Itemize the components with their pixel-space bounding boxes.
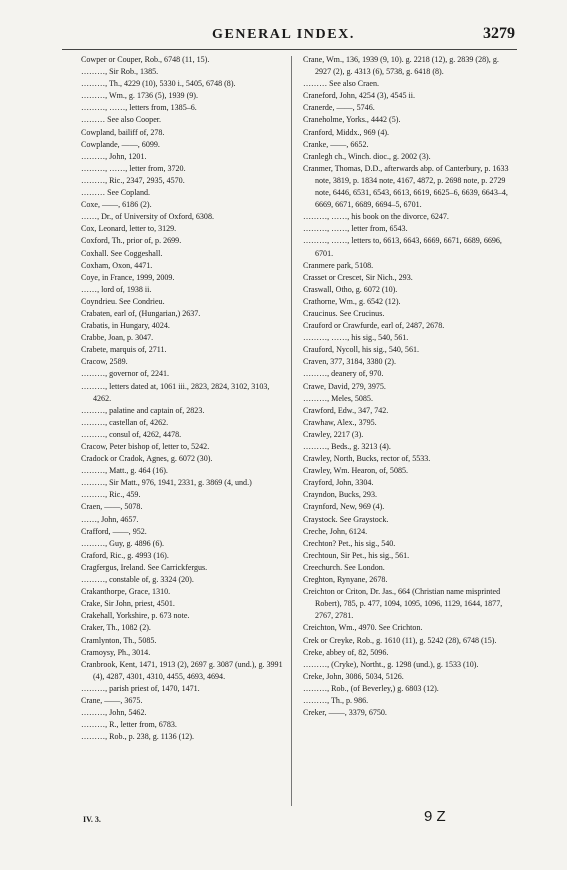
index-entry: Crechton? Pet., his sig., 540. — [303, 538, 396, 548]
index-entry: ………, Sir Matt., 976, 1941, 2331, g. 3869 (4, und.) — [81, 478, 252, 488]
index-entry: ………, Matt., g. 464 (16). — [81, 466, 168, 476]
header-rule — [62, 49, 517, 50]
index-entry: Coyndrieu. See Condrieu. — [81, 296, 165, 306]
index-entry: Crafford, ——, 952. — [81, 526, 147, 536]
index-entry: ………, Guy, g. 4896 (6). — [81, 538, 165, 548]
index-entry: ………, John, 1201. — [81, 151, 147, 161]
index-entry: Cox, Leonard, letter to, 3129. — [81, 224, 177, 234]
index-entry: ………, governor of, 2241. — [81, 369, 170, 379]
index-entry: Coxe, ——, 6186 (2). — [81, 200, 152, 210]
index-entry: ………, Rob., p. 238, g. 1136 (12). — [81, 732, 195, 742]
index-entry: Crakehall, Yorkshire, p. 673 note. — [81, 611, 190, 621]
index-entry: Crasset or Crescet, Sir Nich., 293. — [303, 272, 413, 282]
index-entry: Creichton, Wm., 4970. See Crichton. — [303, 623, 423, 633]
column-divider — [291, 56, 292, 806]
index-entry: Crayford, John, 3304. — [303, 478, 374, 488]
index-entry: ………, ……, his sig., 540, 561. — [303, 333, 409, 343]
running-title: GENERAL INDEX. — [212, 27, 355, 42]
right-index-column — [303, 54, 513, 719]
index-entry: ………, letters dated at, 1061 iii., 2823, 2824, 3102, 3103, 4262. — [81, 381, 270, 403]
index-entry: Crake, Sir John, priest, 4501. — [81, 599, 175, 609]
index-entry: Cramoysy, Ph., 3014. — [81, 647, 151, 657]
index-entry: Craneford, John, 4254 (3), 4545 ii. — [303, 91, 415, 101]
index-entry: Cranford, Middx., 969 (4). — [303, 127, 390, 137]
index-entry: ……… See Copland. — [81, 188, 151, 198]
page-number: 3279 — [483, 25, 515, 42]
signature-mark-right: 9 Z — [424, 808, 446, 825]
index-entry: Crakanthorpe, Grace, 1310. — [81, 587, 171, 597]
index-entry: Coxham, Oxon, 4471. — [81, 260, 153, 270]
index-entry: Cranke, ——, 6652. — [303, 139, 369, 149]
index-entry: Craucinus. See Crucinus. — [303, 308, 385, 318]
index-entry: Crawford, Edw., 347, 742. — [303, 405, 389, 415]
index-entry: Cowpland, bailiff of, 278. — [81, 127, 165, 137]
index-entry: ………, constable of, g. 3324 (20). — [81, 575, 194, 585]
index-entry: Cowper or Couper, Rob., 6748 (11, 15). — [81, 55, 210, 64]
index-entry: Crawley, Wm. Hearon, of, 5085. — [303, 466, 409, 476]
index-entry: ……, Dr., of University of Oxford, 6308. — [81, 212, 214, 222]
index-entry: Crane, ——, 3675. — [81, 695, 143, 705]
index-entry: ………, castellan of, 4262. — [81, 417, 169, 427]
index-entry: ………, Th., 4229 (10), 5330 i., 5405, 6748 (8). — [81, 79, 236, 89]
index-entry: ………, deanery of, 970. — [303, 369, 384, 379]
index-entry: ………, Ric., 459. — [81, 490, 141, 500]
index-entry: Crathorne, Wm., g. 6542 (12). — [303, 296, 401, 306]
index-entry: Creghton, Rynyane, 2678. — [303, 575, 388, 585]
index-entry: Craswall, Otho, g. 6072 (10). — [303, 284, 398, 294]
index-entry: ……… See also Craen. — [303, 79, 379, 89]
index-entry: Cracow, Peter bishop of, letter to, 5242. — [81, 442, 210, 451]
index-entry: ………, palatine and captain of, 2823. — [81, 405, 205, 415]
index-entry: Crauford or Crawfurde, earl of, 2487, 2678. — [303, 321, 445, 331]
index-entry: ………, consul of, 4262, 4478. — [81, 429, 182, 439]
index-entry: Creke, John, 3086, 5034, 5126. — [303, 671, 404, 681]
index-entry: Cranmer, Thomas, D.D., afterwards abp. of Canterbury, p. 1633 note, 3819, p. 1834 note, 4167, 4872, p. 2698 note, p. 2729 note, 6446, 6531, 6543, 6613, 6619, 6625–6, 6639, 6643–4, 6669, 6671, 6689, 6694–5, 6701. — [303, 163, 509, 210]
index-entry: ………, Beds., g. 3213 (4). — [303, 442, 391, 451]
index-entry: Cramlynton, Th., 5085. — [81, 635, 157, 645]
index-entry: Crawley, North, Bucks, rector of, 5533. — [303, 454, 431, 464]
index-entry: ………, Rob., (of Beverley,) g. 6803 (12). — [303, 683, 439, 693]
index-entry: Craker, Th., 1082 (2). — [81, 623, 151, 633]
index-entry: ……, lord of, 1938 ii. — [81, 284, 152, 294]
index-entry: Cracow, 2589. — [81, 357, 128, 367]
index-entry: ………, Ric., 2347, 2935, 4570. — [81, 175, 185, 185]
index-entry: ………, (Cryke), Northt., g. 1298 (und.), g. 1533 (10). — [303, 659, 479, 669]
index-entry: ………, Wm., g. 1736 (5), 1939 (9). — [81, 91, 198, 101]
index-entry: Cranlegh ch., Winch. dioc., g. 2002 (3). — [303, 151, 431, 161]
index-entry: Crawe, David, 279, 3975. — [303, 381, 386, 391]
index-entry: Crauford, Nycoll, his sig., 540, 561. — [303, 345, 420, 355]
signature-mark-left: IV. 3. — [83, 815, 101, 824]
index-entry: Cranmere park, 5108. — [303, 260, 374, 270]
index-entry: Crabatis, in Hungary, 4024. — [81, 321, 170, 331]
index-entry: Cowplande, ——, 6099. — [81, 139, 160, 149]
index-entry: ………, ……, letters to, 6613, 6643, 6669, 6671, 6689, 6696, 6701. — [303, 236, 502, 258]
index-entry: ………, parish priest of, 1470, 1471. — [81, 683, 200, 693]
index-entry: Creechurch. See London. — [303, 562, 385, 572]
index-entry: ………, ……, letter from, 6543. — [303, 224, 408, 234]
index-entry: Coxford, Th., prior of, p. 2699. — [81, 236, 182, 246]
index-entry: Crabete, marquis of, 2711. — [81, 345, 167, 355]
index-entry: Crechtoun, Sir Pet., his sig., 561. — [303, 550, 410, 560]
index-entry: Craystock. See Graystock. — [303, 514, 389, 524]
index-entry: Crawley, 2217 (3). — [303, 429, 364, 439]
index-entry: Cranbrook, Kent, 1471, 1913 (2), 2697 g. 3087 (und.), g. 3991 (4), 4287, 4301, 4310, 4455, 4693, 4694. — [81, 659, 283, 681]
index-entry: Crabaten, earl of, (Hungarian,) 2637. — [81, 308, 201, 318]
index-entry: Craford, Ric., g. 4993 (16). — [81, 550, 169, 560]
index-entry: ………, Sir Rob., 1385. — [81, 67, 159, 77]
index-entry: Crayndon, Bucks, 293. — [303, 490, 377, 500]
left-index-column — [81, 54, 283, 743]
index-entry: ………, ……, letter from, 3720. — [81, 163, 186, 173]
index-entry: ……… See also Cooper. — [81, 115, 162, 125]
index-entry: ………, John, 5462. — [81, 708, 147, 718]
index-entry: Cragfergus, Ireland. See Carrickfergus. — [81, 562, 208, 572]
index-entry: Craen, ——, 5078. — [81, 502, 143, 512]
index-entry: ………, ……, letters from, 1385–6. — [81, 103, 197, 113]
index-entry: Craneholme, Yorks., 4442 (5). — [303, 115, 401, 125]
index-entry: Crane, Wm., 136, 1939 (9, 10). g. 2218 (12), g. 2839 (28), g. 2927 (2), g. 4313 (6), 5738, g. 6418 (8). — [303, 55, 499, 77]
index-entry: ……, John, 4657. — [81, 514, 139, 524]
index-entry: Creichton or Criton, Dr. Jas., 664 (Christian name misprinted Robert), 785, p. 477, 1094, 1095, 1096, 1129, 1644, 1877, 2767, 2781. — [303, 587, 503, 621]
index-entry: Coxhall. See Coggeshall. — [81, 248, 163, 258]
index-entry: ………, R., letter from, 6783. — [81, 720, 177, 730]
index-entry: Cranerde, ——, 5746. — [303, 103, 375, 113]
index-entry: Creker, ——, 3379, 6750. — [303, 708, 387, 718]
index-entry: Crawhaw, Alex., 3795. — [303, 417, 377, 427]
index-entry: ………, Meles, 5085. — [303, 393, 373, 403]
index-entry: Crabbe, Joan, p. 3047. — [81, 333, 154, 343]
index-entry: Creche, John, 6124. — [303, 526, 368, 536]
index-entry: Craynford, New, 969 (4). — [303, 502, 385, 512]
index-entry: ………, Th., p. 986. — [303, 695, 369, 705]
index-entry: Creke, abbey of, 82, 5096. — [303, 647, 389, 657]
index-entry: Coye, in France, 1999, 2009. — [81, 272, 175, 282]
index-entry: ………, ……, his book on the divorce, 6247. — [303, 212, 449, 222]
index-entry: Crek or Creyke, Rob., g. 1610 (11), g. 5242 (28), 6748 (15). — [303, 635, 497, 645]
index-entry: Cradock or Cradok, Agnes, g. 6072 (30). — [81, 454, 213, 464]
index-entry: Craven, 377, 3184, 3380 (2). — [303, 357, 396, 367]
